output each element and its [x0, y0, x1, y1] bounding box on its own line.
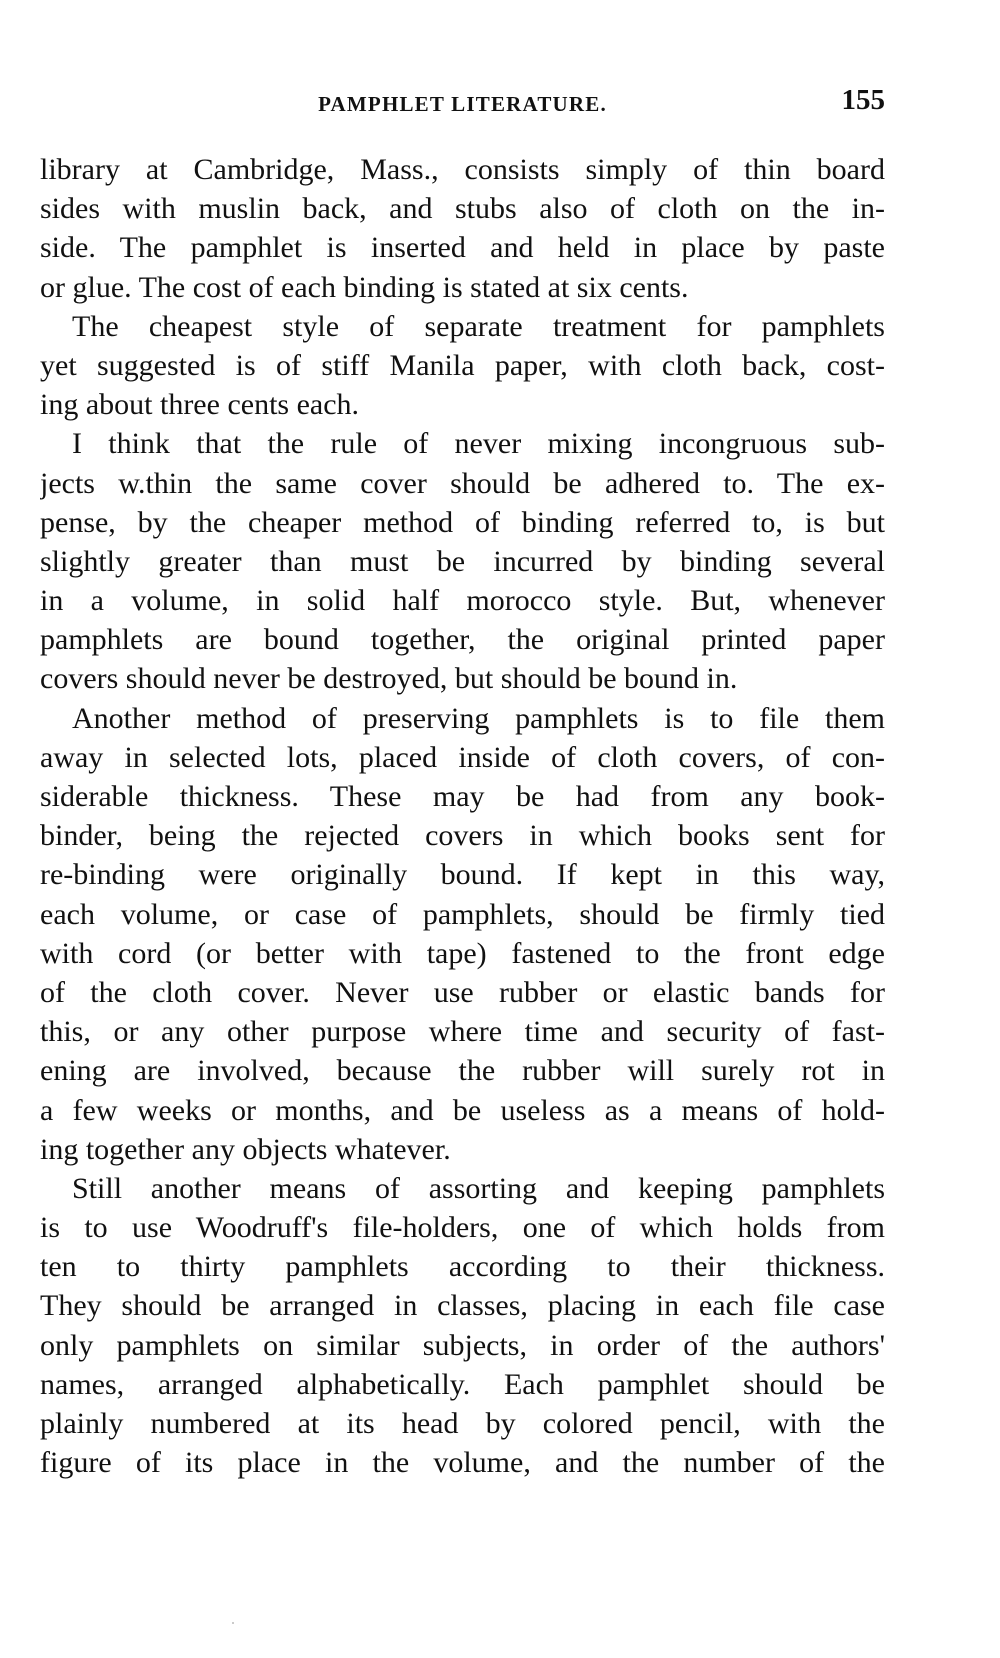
text-line: ten to thirty pamphlets according to their thickness. — [40, 1250, 885, 1284]
text-line: binder, being the rejected covers in which books sent for — [40, 819, 885, 853]
text-line: Still another means of assorting and keeping pamphlets — [72, 1171, 885, 1205]
text-line: sides with muslin back, and stubs also of cloth on the in- — [40, 192, 885, 226]
text-line: pense, by the cheaper method of binding referred to, is but — [40, 505, 885, 539]
text-line: each volume, or case of pamphlets, should be firmly tied — [40, 897, 885, 931]
text-line: jects w.thin the same cover should be adhered to. The ex- — [40, 466, 885, 500]
text-line: away in selected lots, placed inside of cloth covers, of con- — [40, 740, 885, 774]
text-line: They should be arranged in classes, placing in each file case — [40, 1289, 885, 1323]
text-line: yet suggested is of stiff Manila paper, with cloth back, cost- — [40, 348, 885, 382]
text-line: figure of its place in the volume, and the number of the — [40, 1446, 885, 1480]
text-line: with cord (or better with tape) fastened to the front edge — [40, 936, 885, 970]
text-line: names, arranged alphabetically. Each pamphlet should be — [40, 1367, 885, 1401]
text-line: ening are involved, because the rubber will surely rot in — [40, 1054, 885, 1088]
text-line: pamphlets are bound together, the original printed paper — [40, 623, 885, 657]
text-line: covers should never be destroyed, but should be bound in. — [40, 662, 738, 696]
paper-speck — [232, 1622, 234, 1624]
text-line: library at Cambridge, Mass., consists simply of thin board — [40, 153, 885, 186]
text-line: side. The pamphlet is inserted and held in place by paste — [40, 231, 885, 265]
page-number: 155 — [841, 84, 885, 116]
text-line: slightly greater than must be incurred by binding several — [40, 544, 885, 578]
running-head — [40, 84, 885, 124]
text-line: in a volume, in solid half morocco style. But, whenever — [40, 584, 885, 618]
body-text — [40, 150, 885, 1482]
text-line: a few weeks or months, and be useless as a means of hold- — [40, 1093, 885, 1127]
text-line: this, or any other purpose where time and security of fast- — [40, 1015, 885, 1049]
text-line: The cheapest style of separate treatment for pamphlets — [72, 309, 885, 343]
text-line: plainly numbered at its head by colored pencil, with the — [40, 1407, 885, 1440]
text-line: only pamphlets on similar subjects, in order of the authors' — [40, 1328, 885, 1362]
text-line: ing together any objects whatever. — [40, 1132, 451, 1166]
text-line: ing about three cents each. — [40, 388, 360, 422]
text-line: I think that the rule of never mixing incongruous sub- — [72, 427, 885, 461]
text-line: is to use Woodruff's file-holders, one of which holds from — [40, 1211, 885, 1245]
text-line: Another method of preserving pamphlets is to file them — [72, 701, 885, 735]
text-line: of the cloth cover. Never use rubber or elastic bands for — [40, 975, 885, 1009]
text-line: or glue. The cost of each binding is stated at six cents. — [40, 270, 689, 304]
running-title: PAMPHLET LITERATURE. — [318, 92, 607, 116]
text-line: re-binding were originally bound. If kept in this way, — [40, 858, 885, 892]
text-line: siderable thickness. These may be had from any book- — [40, 780, 885, 813]
